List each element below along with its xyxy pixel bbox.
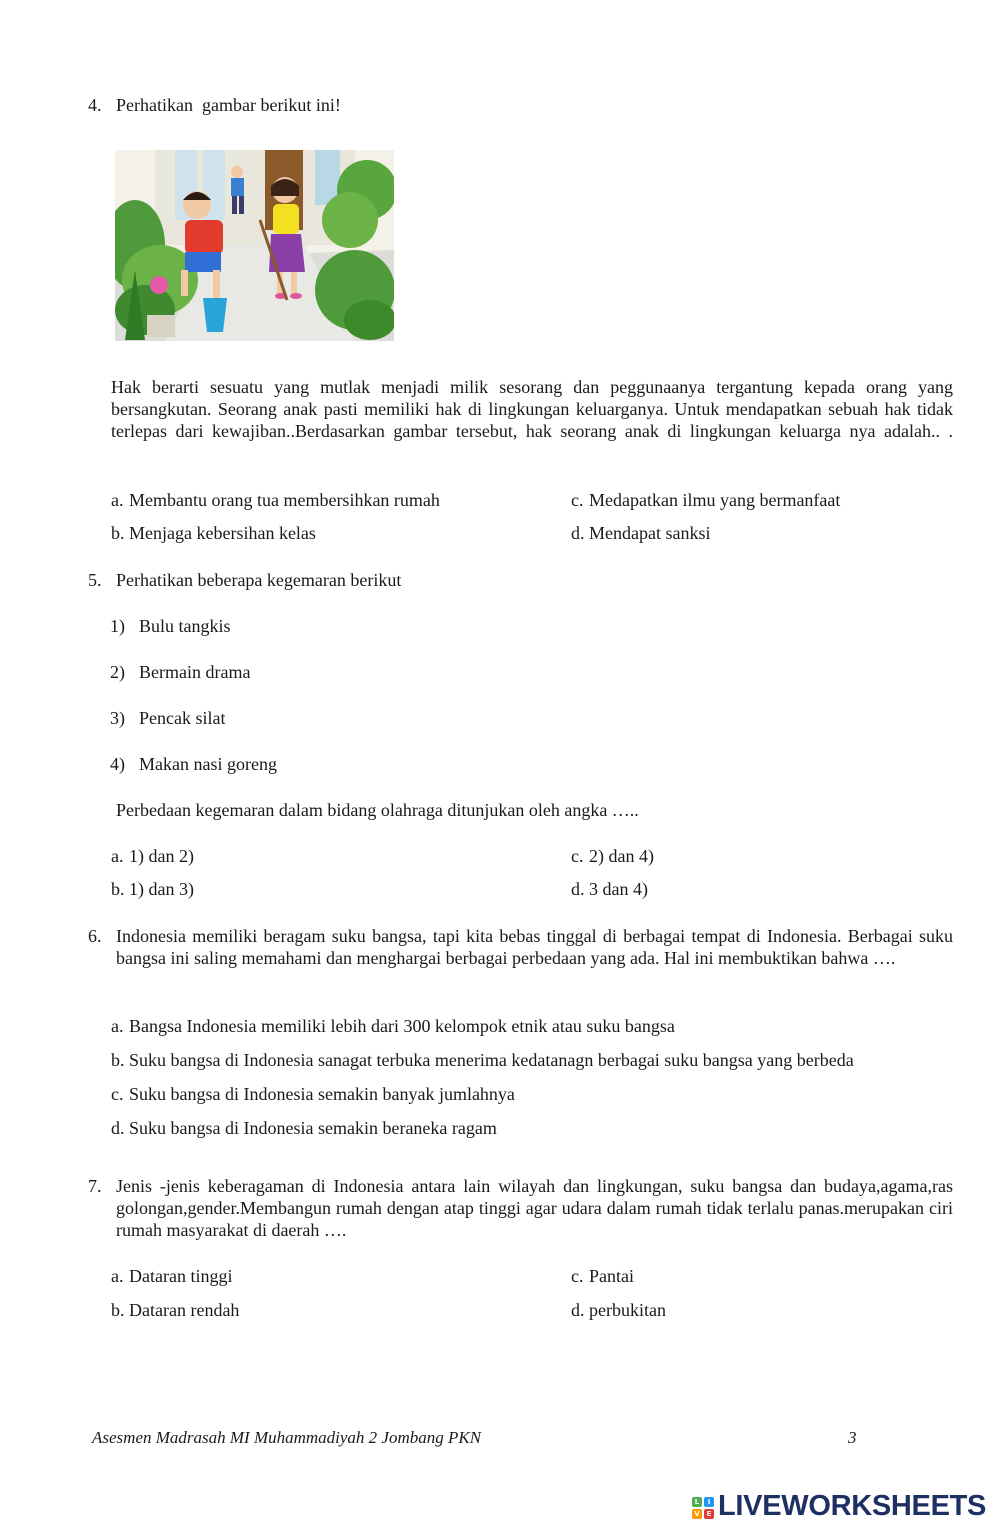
q6-option-d-letter: d. — [111, 1118, 125, 1138]
q7-option-b-letter: b. — [111, 1300, 125, 1320]
children-cleaning-illustration — [115, 150, 394, 341]
q5-item-4-text: Makan nasi goreng — [139, 754, 277, 774]
q7-prompt: Jenis -jenis keberagaman di Indonesia antara lain wilayah dan lingkungan, suku bangsa dan budaya,agama,ras golongan,gender.Membangun rumah dengan atap tinggi agar udara dalam rumah tidak terlalu panas.merupakan ciri rumah masyarakat di daerah …. — [116, 1176, 953, 1240]
q5-item-3-text: Pencak silat — [139, 708, 226, 728]
q4-option-d-letter: d. — [571, 523, 585, 543]
q4-option-a-letter: a. — [111, 490, 124, 510]
q5-option-c-text: 2) dan 4) — [589, 846, 654, 866]
liveworksheets-logo[interactable] — [692, 1488, 992, 1524]
q5-number: 5. — [88, 570, 102, 590]
q4-option-d-text: Mendapat sanksi — [589, 523, 711, 543]
q6-option-b-text: Suku bangsa di Indonesia sanagat terbuka menerima kedatanagn berbagai suku bangsa yang berbeda — [129, 1050, 854, 1070]
q5-prompt: Perhatikan beberapa kegemaran berikut — [116, 570, 402, 590]
q6-option-a-letter: a. — [111, 1016, 124, 1036]
q7-option-c-text: Pantai — [589, 1266, 634, 1286]
q6-option-b[interactable] — [111, 1050, 854, 1071]
footer-text: Asesmen Madrasah MI Muhammadiyah 2 Jombang PKN — [92, 1428, 482, 1447]
q6-option-d-text: Suku bangsa di Indonesia semakin beraneka ragam — [129, 1118, 497, 1138]
q5-item-1-text: Bulu tangkis — [139, 616, 231, 636]
q6-option-a[interactable] — [111, 1016, 675, 1037]
q5-item-2-text: Bermain drama — [139, 662, 251, 682]
q4-option-b-text: Menjaga kebersihan kelas — [129, 523, 316, 543]
q7-option-b[interactable] — [111, 1300, 239, 1321]
q5-option-b-letter: b. — [111, 879, 125, 899]
q7-option-d-letter: d. — [571, 1300, 585, 1320]
q5-option-d[interactable] — [571, 879, 648, 900]
q5-option-b[interactable] — [111, 879, 194, 900]
q5-item-4-num: 4) — [110, 754, 125, 774]
q4-passage: Hak berarti sesuatu yang mutlak menjadi milik sesorang dan peggunaanya tergantung kepada orang yang bersangkutan. Seorang anak pasti memiliki hak di lingkungan keluarganya. Untuk mendapatkan sebuah hak tidak terlepas dari kewajiban..Berdasarkan gambar tersebut, hak seorang anak di lingkungan keluarga nya adalah.. . — [111, 377, 953, 441]
q5-option-a-letter: a. — [111, 846, 124, 866]
q6-option-b-letter: b. — [111, 1050, 125, 1070]
q5-option-d-letter: d. — [571, 879, 585, 899]
q6-option-c[interactable] — [111, 1084, 515, 1105]
q4-option-a-text: Membantu orang tua membersihkan rumah — [129, 490, 440, 510]
q6-prompt: Indonesia memiliki beragam suku bangsa, tapi kita bebas tinggal di berbagai tempat di Indonesia. Berbagai suku bangsa ini saling memahami dan menghargai berbagai perbedaan yang ada. Hal ini membuktikan bahwa …. — [116, 926, 953, 968]
liveworksheets-icon: L I V E — [692, 1497, 714, 1519]
q6-number: 6. — [88, 926, 102, 946]
q6-option-d[interactable] — [111, 1118, 497, 1139]
q5-question: Perbedaan kegemaran dalam bidang olahraga ditunjukan oleh angka ….. — [116, 800, 639, 820]
q7-option-c-letter: c. — [571, 1266, 584, 1286]
q5-option-c[interactable] — [571, 846, 654, 867]
q7-option-b-text: Dataran rendah — [129, 1300, 240, 1320]
page-number: 3 — [848, 1428, 857, 1447]
q4-option-c-letter: c. — [571, 490, 584, 510]
q4-number: 4. — [88, 95, 102, 115]
liveworksheets-wordmark: LIVEWORKSHEETS — [718, 1490, 987, 1522]
q6-option-c-letter: c. — [111, 1084, 124, 1104]
q7-option-a-text: Dataran tinggi — [129, 1266, 233, 1286]
q4-option-d[interactable] — [571, 523, 710, 544]
q6-option-c-text: Suku bangsa di Indonesia semakin banyak jumlahnya — [129, 1084, 515, 1104]
q5-item-1-num: 1) — [110, 616, 125, 636]
q5-option-d-text: 3 dan 4) — [589, 879, 648, 899]
q6-option-a-text: Bangsa Indonesia memiliki lebih dari 300 kelompok etnik atau suku bangsa — [129, 1016, 675, 1036]
q5-item-3-num: 3) — [110, 708, 125, 728]
q5-option-a[interactable] — [111, 846, 194, 867]
q7-option-d-text: perbukitan — [589, 1300, 666, 1320]
q4-option-a[interactable] — [111, 490, 440, 511]
q5-item-2-num: 2) — [110, 662, 125, 682]
q4-option-c[interactable] — [571, 490, 840, 511]
q7-option-c[interactable] — [571, 1266, 634, 1287]
q7-option-a[interactable] — [111, 1266, 232, 1287]
q5-option-a-text: 1) dan 2) — [129, 846, 194, 866]
q5-option-c-letter: c. — [571, 846, 584, 866]
q4-prompt: Perhatikan gambar berikut ini! — [116, 95, 341, 115]
q7-number: 7. — [88, 1176, 102, 1196]
q5-option-b-text: 1) dan 3) — [129, 879, 194, 899]
q4-option-b[interactable] — [111, 523, 316, 544]
q4-option-b-letter: b. — [111, 523, 125, 543]
q4-option-c-text: Medapatkan ilmu yang bermanfaat — [589, 490, 841, 510]
q7-option-a-letter: a. — [111, 1266, 124, 1286]
q7-option-d[interactable] — [571, 1300, 666, 1321]
